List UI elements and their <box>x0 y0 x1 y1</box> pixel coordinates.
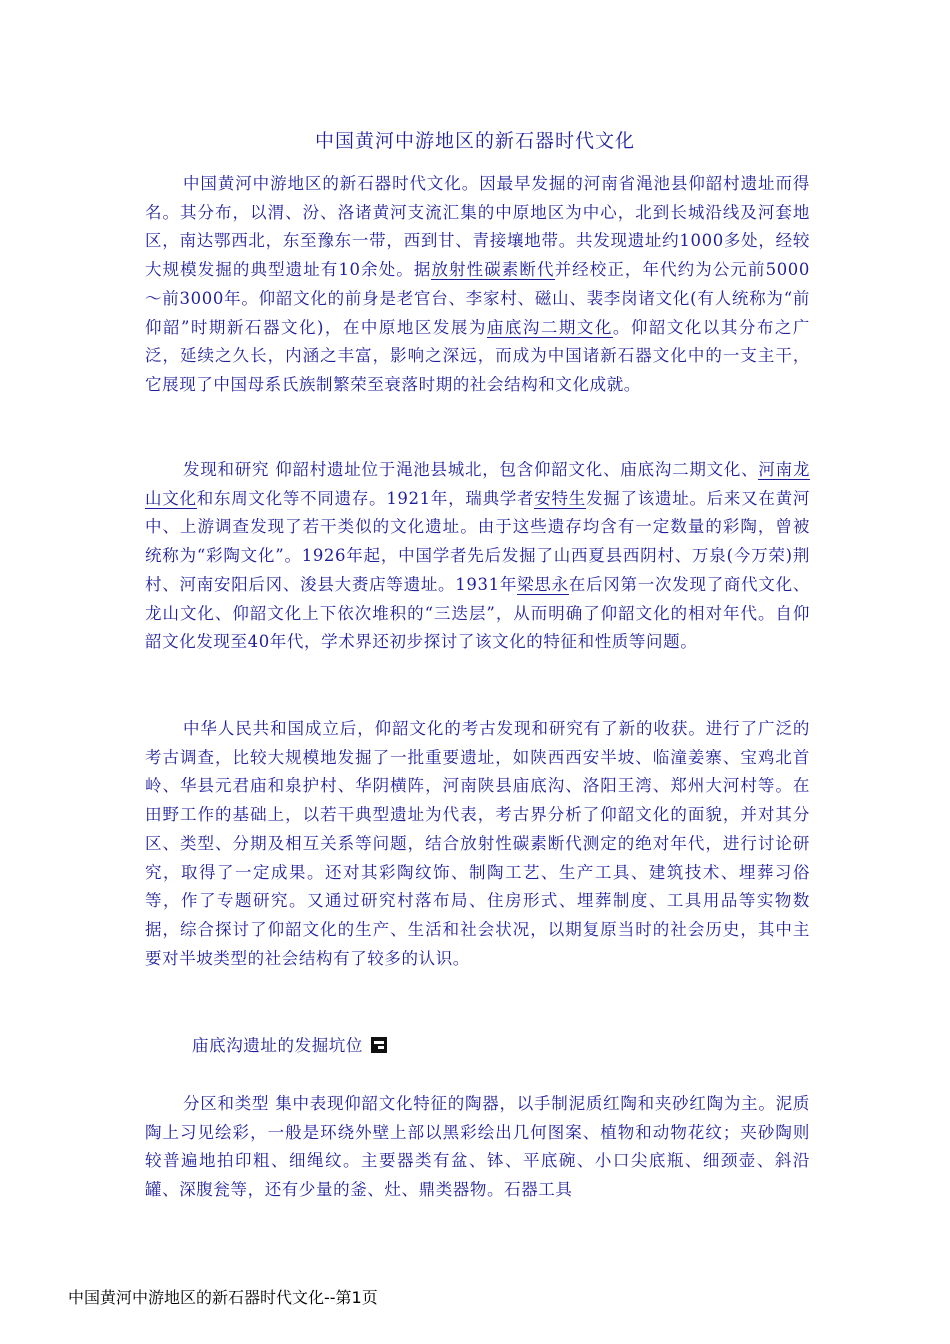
paragraph-text: 中国黄河中游地区的新石器时代文化。因最早发掘的河南省渑池县仰韶村遗址而得名。其分布，以渭、汾、洛诸黄河支流汇集的中原地区为中心，北到长城沿线及河套地区，南达鄂西北，东至豫东一带，西到甘、青接壤地带。共发现遗址约1000多处，经较大规模发掘的典型遗址有10余处。据 <box>145 174 810 280</box>
paragraph-text: 和东周文化等不同遗存。1921年，瑞典学者 <box>196 488 535 508</box>
paragraph-text: 发现和研究 仰韶村遗址位于渑池县城北，包含仰韶文化、庙底沟二期文化、 <box>182 460 759 479</box>
image-placeholder-icon[interactable] <box>371 1037 387 1053</box>
paragraph-text: 并经校正，年代约为公元前5000～前3000年。仰韶文化的前身是老官台、李家村、磁山、裴李岗诸文化(有人统称为“前仰韶”时期新石器文化)，在中原地区发展为 <box>145 260 810 337</box>
paragraph-types <box>145 1090 810 1205</box>
link-andersson[interactable]: 安特生 <box>534 488 587 508</box>
paragraph-text: 发掘了该遗址。后来又在黄河中、上游调查发现了若干类似的文化遗址。由于这些遗存均含有一定数量的彩陶，曾被统称为“彩陶文化”。1926年起，中国学者先后发掘了山西夏县西阴村、万泉(今万荣)荆村、河南安阳后冈、浚县大赉店等遗址。1931年 <box>145 488 810 594</box>
paragraph-text: 在后冈第一次发现了商代文化、龙山文化、仰韶文化上下依次堆积的“三迭层”，从而明确了仰韶文化的相对年代。自仰韶文化发现至40年代，学术界还初步探讨了该文化的特征和性质等问题。 <box>145 574 810 652</box>
paragraph-text: 。仰韶文化以其分布之广泛，延续之久长，内涵之丰富，影响之深远，而成为中国诸新石器文化中的一支主干，它展现了中国母系氏族制繁荣至衰落时期的社会结构和文化成就。 <box>145 317 811 394</box>
paragraph-text: 分区和类型 集中表现仰韶文化特征的陶器，以手制泥质红陶和夹砂红陶为主。泥质陶上习见绘彩，一般是环绕外壁上部以黑彩绘出几何图案、植物和动物花纹；夹砂陶则较普遍地拍印粗、细绳纹。主要器类有盆、钵、平底碗、小口尖底瓶、细颈壶、斜沿罐、深腹瓮等，还有少量的釜、灶、鼎类器物。石器工具 <box>145 1094 810 1200</box>
link-henan-longshan[interactable]: 河南龙山文化 <box>145 460 810 508</box>
paragraph-discovery <box>145 456 810 657</box>
link-liang-siyong[interactable]: 梁思永 <box>517 574 569 594</box>
paragraph-research <box>145 715 810 973</box>
caption-text: 庙底沟遗址的发掘坑位 <box>192 1036 363 1055</box>
image-caption <box>192 1032 387 1060</box>
page-footer: 中国黄河中游地区的新石器时代文化--第1页 <box>68 1288 378 1307</box>
paragraph-intro <box>145 170 810 400</box>
link-radiocarbon-dating[interactable]: 放射性碳素断代 <box>431 260 555 280</box>
paragraph-text: 中华人民共和国成立后，仰韶文化的考古发现和研究有了新的收获。进行了广泛的考古调查，比较大规模地发掘了一批重要遗址，如陕西西安半坡、临潼姜寨、宝鸡北首岭、华县元君庙和泉护村、华阴横阵，河南陕县庙底沟、洛阳王湾、郑州大河村等。在田野工作的基础上，以若干典型遗址为代表，考古界分析了仰韶文化的面貌，并对其分区、类型、分期及相互关系等问题，结合放射性碳素断代测定的绝对年代，进行讨论研究，取得了一定成果。还对其彩陶纹饰、制陶工艺、生产工具、建筑技术、埋葬习俗等，作了专题研究。又通过研究村落布局、住房形式、埋葬制度、工具用品等实物数据，综合探讨了仰韶文化的生产、生活和社会状况，以期复原当时的社会历史，其中主要对半坡类型的社会结构有了较多的认识。 <box>145 719 810 968</box>
document-title: 中国黄河中游地区的新石器时代文化 <box>314 130 635 152</box>
link-miaodigou-phase-two[interactable]: 庙底沟二期文化 <box>486 317 613 337</box>
